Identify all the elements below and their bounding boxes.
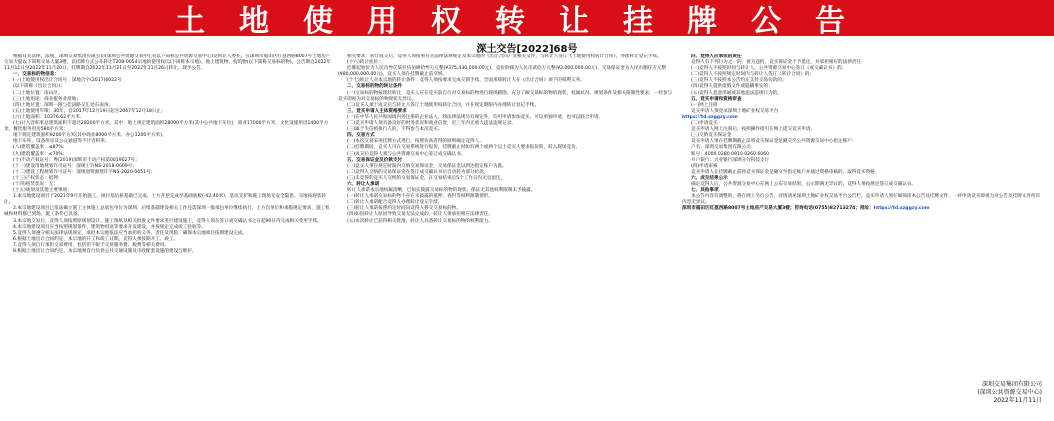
paragraph: (一)网上注册	[691, 102, 718, 108]
contact-url-link[interactable]: https://td.szggzy.com	[873, 206, 930, 212]
paragraph: 确定竞得人后，公共资源交易中心在网上公布交易结果，公示期满无异议的，竞得人须按规定签订成交确认书。	[691, 181, 917, 187]
paragraph: 6.根据土地出让合同约定，本宗地的开工和竣工日期，竞得人须按期开工、竣工。	[13, 236, 179, 242]
paragraph: (二)申请竞买	[691, 121, 718, 127]
paragraph: 挂牌起始价为人民币叁亿柒仟伍佰肆拾叁万元整(¥375,430,000.00元)，竞价阶梯为人民币贰佰万元整(¥2,000,000.00元)，交易保证金为人民币捌仟万元整(¥80,000,000.00元)，竞买人须在挂牌截止前交纳。	[338, 66, 667, 78]
paragraph: (十四)租赁状况：无；	[13, 181, 58, 187]
column-1	[4, 54, 332, 418]
signature-org-2: (深圳公共资源交易中心)	[977, 389, 1042, 396]
paragraph: 竞买申请人在挂牌截止前将竞买保证金足额交至指定账户并通过资格审核的，取得竞买资格。	[691, 169, 880, 175]
paragraph: (四)如因转让人原因导致交易无法完成的，转让人须承担相应法律责任。	[347, 212, 493, 218]
paragraph: 三、竞买申请人主体资格要求	[347, 108, 407, 114]
paragraph: 账号：4000 0280 0910 0260 6060	[691, 151, 770, 157]
paragraph: 8.根据土地出让合同约定，本宗地须自行负担公共交通设施及市政配套设施的建设与维护。	[13, 249, 197, 254]
paragraph: (一)在中华人民共和国境内外注册的企业法人，除法律法规另有规定外，均可申请参加竞买，可以单独申请，也可以联合申请。	[347, 114, 604, 120]
signature-date: 2022年11月11日	[993, 397, 1042, 404]
paragraph: (十三)产权状态：抵押；	[13, 175, 63, 181]
paragraph: (四)申请审核	[691, 163, 718, 169]
contact-info	[682, 206, 1042, 212]
paragraph: (十二)建设工程规划许可证号：深规划资源建许字NS-2020-0051号；	[13, 169, 156, 175]
signature-org-1: 深圳交易集团有限公司	[981, 381, 1042, 388]
paragraph: (九)建筑覆盖率：≤70%；	[13, 151, 68, 157]
paragraph: (四)竞得人提供虚假文件或隐瞒事实的；	[691, 84, 773, 90]
paragraph: (一)竞得人不按照时间与转让人、公共资源交易中心签订《成交确认书》的；	[691, 66, 847, 72]
paragraph: 六、成交结果公示	[691, 175, 728, 181]
paragraph: (三)竞得人不按照本公告约定支付交易价款的；	[691, 78, 787, 84]
paragraph: 5.竞得人须遵守相关法律法规规定，承担本宗地依法应当承担的义务、责任及风险，确保本宗地项目按期建设完成。	[13, 230, 248, 236]
signature-block	[977, 381, 1042, 405]
paragraph: 竞买申请人须在挂牌期截止前将竞买保证金足额交至公共资源交易中心指定账户：	[691, 139, 857, 145]
paragraph: (三)交纳竞买保证金	[691, 133, 732, 139]
paragraph: (二)竞得人交纳的交易保证金在签订成交确认书后自动转为部分价款。	[347, 169, 489, 175]
paragraph: (三)属于失信被执行人的，不得参与本次竞买。	[347, 127, 443, 133]
paragraph: 3.本宗地交易后，竞得人须按照原规划设计、施工图纸及相关批准文件要求进行建设施工，竞得人须在签订成交确认书之日起90日内完成相关变更手续。	[13, 218, 322, 224]
paragraph: (二)挂牌期间，竞买人可在交易系统进行报价，挂牌截止时如有两个或两个以上竞买人要求报价的，转入现场竞价。	[347, 145, 581, 151]
paragraph: 本公告内容有调整的，将在网上另行公告，详情请见深圳土地矿业权交易平台公告栏。竞买申请人须仔细阅读本公告及挂牌文件，一经申请竞买即视为对公告及挂牌文件所有内容无异议。	[682, 194, 1041, 206]
paragraph: (十一)建设用地规划许可证号：深规土许NS-2018-0009号；	[13, 163, 137, 169]
paragraph: 四、竞得人应承担的责任	[691, 54, 742, 59]
paragraph: 2.本宗地建设项目已依法确立施工主体施工总承包单位为深圳，后续基础建设相关工作还需深圳一般承包单位继续执行，上方自单位和承揽规定要求，施工机械和材料都已到场，施工条件已具备。	[4, 206, 330, 218]
paragraph: (七)计入容积率总建筑面积不超过28200平方米，其中：地上规定建筑面积28000平方米(其中公共地下车位)，商业17000平方米，文化设施用房1400平方米，餐饮服务用房580平方米；	[4, 121, 329, 133]
paragraph: 7.竞得人须自行承担交易费用，包括但不限于交易服务费、税费等相关费用。	[13, 242, 169, 248]
paragraph: (一)交易标的物按现状转让，竞买人应在竞买前自行对交易标的物进行现场踏勘，充分了解交易标的物的现状、权属状况、规划条件及相关限制性要求，一经参与竞买即视为对交易标的物现状无异议。	[338, 90, 673, 102]
paragraph: (二)竞买人须于成交后与转让人签订土地使用权转让合同，并在规定期限内办理转让登记手续。	[347, 102, 539, 108]
paragraph: 4.本宗地建设项目应当按照规划条件、建筑物用途等要求开发建设，并按规定完成竣工验收等。	[13, 224, 206, 230]
paragraph: (八)建筑覆盖率：≤87%；	[13, 145, 68, 151]
paragraph: (十)不动产权证号：粤(2019)深圳市不动产权第0019027号；	[13, 157, 140, 163]
paragraph: (三)土地用途：商业服务业用地；	[13, 96, 81, 102]
paragraph: 开户银行：兴业银行深圳分行科技支行	[691, 157, 770, 163]
paragraph: 竞得人有下列行为之一的，视为违约，竞买保证金不予退还，并承担相应的法律责任：	[691, 60, 866, 66]
paragraph: 转让人承诺本宗地权属清晰，已如实披露交易标的物的现状，保证无其他权利限制未予披露。	[347, 188, 536, 194]
contact-label: 深圳市福田区红荔西路8007号土地房产交易大厦3楼；咨询电话(0755)82713274；网址：	[682, 206, 874, 212]
paragraph: (二)竞买申请人须具备良好的财务状况和商业信誉，近三年内无重大违法违规记录。	[347, 121, 516, 127]
paragraph: 地下规定建筑面积9200平方米(其中商业8000平方米，办公1200平方米)。	[13, 133, 167, 139]
paragraph: (二)土地位置：南山区；	[13, 90, 63, 96]
paragraph: 六、转让人承诺	[347, 181, 380, 187]
paragraph: 一、交易标的物信息：	[13, 72, 59, 78]
paragraph: (二)转让人承诺配合竞得人办理转让登记手续。	[347, 200, 443, 206]
paragraph: (五)本次转让已获得相关批准，转让人具备转让交易标的物的权利能力。	[347, 218, 493, 224]
paragraph: (一)竞买人须在规定时间内交纳交易保证金，交易保证金以到达指定账户为准。	[347, 163, 507, 169]
paragraph: (五)土地使用年限：30年，自2017年12月19日起至2047年12月18日止；	[13, 108, 166, 114]
paragraph: 竞买申请人网上注册后，按照操作指引在网上提交竞买申请。	[691, 127, 816, 133]
paragraph: (五)竞得人恶意串通或其他违法违规行为的。	[691, 90, 782, 96]
banner-title: 土地使用权转让挂牌公告	[175, 4, 879, 39]
paragraph: 相关要求，转让成交后，竞得人须按照有关法律法规规定及本宗地的《出让合同》及相关文件，与转让人签订《土地使用权转让合同》，办理转让登记手续。	[347, 54, 662, 59]
paragraph: (三)成交后竞得人须与公共资源交易中心签订成交确认书。	[347, 151, 466, 157]
announcement-banner	[0, 0, 1054, 39]
paragraph: (十五)规划及其他主要事项：	[13, 188, 72, 194]
paragraph: (三)未竞得的竞买人交纳的交易保证金，在交易结束后5个工作日内无息退还。	[347, 175, 506, 181]
paragraph: (四)土地位置：深圳一路与佳田路交汇处东南角；	[13, 102, 114, 108]
paragraph: (以下简称《出让合同》)；	[13, 84, 65, 90]
paragraph: 五、竞买申请和资格审查	[691, 96, 742, 102]
paragraph: (三)转让人承诺按照约定时间向竞得人移交交易标的物。	[347, 206, 461, 212]
website-link[interactable]: https://td.szggzy.com	[682, 114, 738, 120]
paragraph: 地下车库、设备用房及公众通道等不计容积率；	[13, 139, 110, 145]
paragraph: 二、交易标的物的转让条件	[347, 84, 403, 90]
paragraph: (二)竞得人不按照规定时间内与转让人签订《转让合同》的；	[691, 72, 815, 78]
paragraph: (一)转让人承诺交易标的物不存在未披露的抵押、查封等权利限制情形。	[347, 194, 493, 200]
column-3	[682, 54, 1042, 418]
paragraph: 1.本宗地建设项目于2021年9月开始施工，项目基坑桩基础已完成，土方开挖完成至基础底板(-42.40米)，基坑支护和施工现场无安全隐患。交地按现状转让。	[4, 194, 327, 206]
column-2	[338, 54, 676, 418]
paragraph: 根据有关法律、法规，深圳交易集团有限公司(深圳公共资源交易中心)(以下简称公共资源交易中心)受转让人委托，在深圳市福田区红荔西路8007号土地房产交易大厦以下简称交易大厦3楼，以挂牌方式公开转让T208-0054宗地的使用权(以下简称本宗地)。地上建筑物、构筑物(以下简称交易标的物)。公告期自2022年11月11日至2022年11月20日，挂牌期自2022年11月21日至2022年11月26日转让。现予公告。	[4, 54, 331, 72]
paragraph: (十六)转让底价：	[347, 60, 383, 66]
notice-number: 深土交告[2022]68号	[476, 44, 578, 55]
paragraph: 户名：深圳交易集团有限公司	[691, 145, 751, 151]
paragraph: 七、其他事项	[691, 188, 719, 194]
paragraph: (六)土地面积：10376.62平方米；	[13, 114, 85, 120]
paragraph: (一)本次交易采用挂牌方式进行，按照价高者得的原则确定竞得人。	[347, 139, 484, 145]
paragraph: 五、交易保证金及价款支付	[347, 157, 403, 163]
paragraph: (十七)转让人对本宗地的转让条件：竞得人须按要求完成交割手续，全面承接转让人在《出让合同》项下的权利义务。	[347, 78, 585, 84]
paragraph: 竞买申请人须登录深圳土地矿业权交易平台	[691, 108, 779, 114]
paragraph: 四、交易方式	[347, 133, 375, 139]
paragraph: (一)土地使用权出让合同号：深地合字(2017)6022号	[13, 78, 122, 84]
